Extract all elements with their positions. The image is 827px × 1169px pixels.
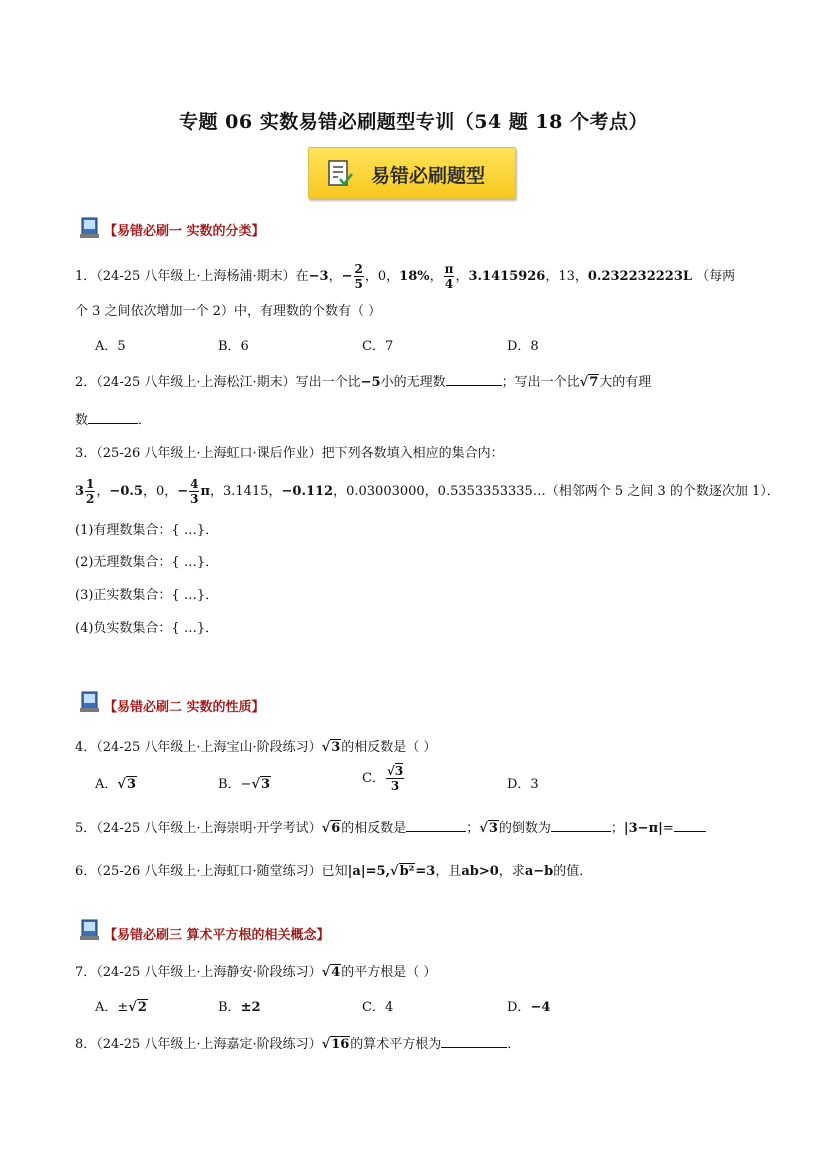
question-2 — [75, 371, 651, 390]
q2-line2 — [75, 409, 151, 428]
q1-pi-num: π — [444, 262, 454, 276]
book-icon — [77, 918, 101, 942]
q3-set-1: (1)有理数集合：{ …}． — [75, 523, 219, 538]
q7-a-sqrt: √2 — [128, 1000, 147, 1015]
q4-b-radicand: 3 — [261, 777, 271, 792]
q3-fraction — [189, 477, 199, 506]
q8-radicand: 16 — [331, 1037, 350, 1052]
q5-a: 5．（24-25 八年级上·上海崇明·开学考试） — [75, 821, 322, 836]
q2-end: ． — [138, 413, 152, 428]
q7-b-label: B． — [218, 1000, 241, 1015]
q1-pi-value: 3.1415926 — [468, 269, 546, 284]
q5-radicand1: 6 — [331, 821, 341, 836]
q5-d: 的倒数为 — [498, 821, 551, 836]
q6-radicand: b² — [399, 864, 415, 879]
q5-f: = — [662, 821, 674, 836]
q1-option-d: D．8 — [507, 339, 539, 354]
q2-d: 大的有理 — [599, 375, 652, 390]
q3-n6: ，0.03003000，0.5353353335…（相邻两个 5 之间 3 的个数逐次加 1）． — [333, 484, 780, 499]
q8-end: ． — [507, 1037, 521, 1052]
q4-a-radicand: 3 — [126, 777, 136, 792]
checklist-icon — [327, 159, 353, 188]
q7-b: 的平方根是（ ） — [341, 965, 437, 980]
q7-sqrt: √4 — [321, 965, 341, 980]
answer-blank — [88, 411, 138, 424]
q6-cond3: =3 — [415, 864, 436, 879]
q5-sqrt2: √3 — [479, 821, 498, 836]
q6-d: 的值． — [553, 864, 593, 879]
q4-a: 4．（24-25 八年级上·上海宝山·阶段练习） — [75, 740, 322, 755]
q5-c: ； — [466, 821, 480, 836]
book-icon — [77, 690, 101, 714]
q7-a: 7．（24-25 八年级上·上海静安·阶段练习） — [75, 965, 322, 980]
q3-frac-num: 4 — [190, 477, 199, 491]
topic-banner — [308, 147, 516, 199]
q4-option-b — [218, 773, 271, 792]
question-7 — [75, 961, 436, 980]
q6-c: ，求 — [498, 864, 525, 879]
section-heading-1: 【易错必刷一 实数的分类】 — [104, 224, 265, 239]
banner-label: 易错必刷题型 — [371, 165, 486, 187]
q3-mixed-den: 2 — [86, 492, 95, 506]
q4-b: 的相反数是（ ） — [341, 740, 437, 755]
q1-option-b: B．6 — [218, 339, 249, 354]
q4-c-label: C． — [362, 771, 385, 786]
q2-sqrt: √7 — [579, 375, 599, 390]
q6-cond4: ab>0 — [461, 864, 499, 879]
q6-cond2: =5, — [365, 864, 391, 879]
answer-blank — [674, 819, 706, 832]
q1-num: −3 — [308, 269, 329, 284]
question-5 — [75, 817, 706, 836]
q1-frac-sign: − — [341, 269, 353, 284]
q3-n3: ，0， — [142, 484, 178, 499]
book-icon — [77, 216, 101, 240]
q5-b: 的相反数是 — [341, 821, 407, 836]
q7-option-a — [95, 996, 148, 1015]
q4-a-label: A． — [95, 777, 118, 792]
q4-option-c — [362, 764, 405, 793]
q4-b-sqrt: √3 — [251, 777, 271, 792]
q3-mixed-num: 1 — [86, 477, 95, 491]
q4-option-a — [95, 773, 137, 792]
q4-c-fraction — [386, 764, 404, 793]
q1-lead: 1．（24-25 八年级上·上海杨浦·期末）在 — [75, 269, 309, 284]
q4-option-d: D．3 — [507, 777, 539, 792]
answer-blank — [406, 819, 466, 832]
q4-c-den: 3 — [390, 779, 400, 793]
q7-b-value: ±2 — [240, 1000, 261, 1015]
q7-option-d — [507, 996, 550, 1015]
q1-option-a: A．5 — [95, 339, 126, 354]
q1-pi-den: 4 — [444, 277, 454, 291]
q1-tail: （每两 — [696, 269, 736, 284]
q7-option-c: C．4 — [362, 1000, 394, 1015]
q1-fraction — [354, 262, 364, 291]
question-3: 3．（25-26 八年级上·上海虹口·课后作业）把下列各数填入相应的集合内： — [75, 446, 504, 461]
q7-radicand: 4 — [331, 965, 341, 980]
q6-sqrt: √b² — [390, 864, 415, 879]
q3-set-4: (4)负实数集合：{ …}． — [75, 621, 219, 636]
q3-mixed-frac — [85, 477, 95, 506]
q1-zero: ，0， — [364, 269, 400, 284]
q1-sep: ， — [328, 269, 342, 284]
q7-a-label: A．± — [95, 1000, 129, 1015]
q3-frac-sign: − — [177, 484, 189, 499]
q1-pi-fraction — [444, 262, 455, 291]
answer-blank — [446, 373, 502, 386]
q1-frac-den: 5 — [354, 277, 363, 291]
q5-e: ； — [610, 821, 624, 836]
q1-mid: ，13， — [545, 269, 588, 284]
q2-radicand: 7 — [589, 375, 599, 390]
section-heading-3: 【易错必刷三 算术平方根的相关概念】 — [104, 928, 330, 943]
q4-sqrt: √3 — [321, 740, 341, 755]
q6-cond: |a|=5,√b²=3 — [347, 864, 436, 879]
q1-frac-num: 2 — [354, 262, 363, 276]
q2-b: 小的无理数 — [380, 375, 446, 390]
q2-c: ；写出一个比 — [501, 375, 580, 390]
q3-n4: ，3.1415， — [210, 484, 282, 499]
q1-percent: 18% — [399, 269, 430, 284]
q5-sqrt1: √6 — [321, 821, 341, 836]
q7-d-label: D． — [507, 1000, 531, 1015]
answer-blank — [551, 819, 611, 832]
q7-a-radicand: 2 — [137, 1000, 147, 1015]
question-4 — [75, 736, 436, 755]
q3-n5: −0.112 — [281, 484, 334, 499]
q6-b: ，且 — [435, 864, 462, 879]
page-title: 专题 06 实数易错必刷题型专训（54 题 18 个考点） — [179, 111, 648, 133]
q7-option-b — [218, 996, 261, 1015]
q3-set-2: (2)无理数集合：{ …}． — [75, 555, 219, 570]
q3-n2: −0.5 — [109, 484, 143, 499]
q4-c-num: √3 — [386, 764, 404, 778]
q3-pi: π — [200, 484, 210, 499]
q3-frac-den: 3 — [190, 492, 199, 506]
q2-value: −5 — [360, 375, 381, 390]
q4-c-radicand: 3 — [394, 764, 404, 778]
q5-radicand2: 3 — [488, 821, 498, 836]
q6-a: 6．（25-26 八年级上·上海虹口·随堂练习）已知 — [75, 864, 348, 879]
q5-abs-expr: 3−π — [628, 821, 659, 836]
q4-a-sqrt: √3 — [117, 777, 136, 792]
q1-repeating: 0.232232223L — [587, 269, 693, 284]
q3-mixed-int: 3 — [75, 484, 85, 499]
question-1: 1．（24-25 八年级上·上海杨浦·期末）在−3，− $\frac{2}{5}$ ，0，18%， $\frac{\pi}{4}$ ，3.1415926，13，0.232232223L （每两 — [75, 262, 736, 291]
q7-d-value: −4 — [530, 1000, 551, 1015]
question-6 — [75, 860, 592, 879]
section-heading-2: 【易错必刷二 实数的性质】 — [104, 700, 265, 715]
question-8 — [75, 1033, 520, 1052]
q8-sqrt: √16 — [321, 1037, 350, 1052]
q1-line2: 个 3 之间依次增加一个 2）中，有理数的个数有（ ） — [75, 304, 382, 319]
answer-blank — [441, 1035, 507, 1048]
q5-abs: |3−π| — [623, 821, 663, 836]
q6-expr: a−b — [524, 864, 554, 879]
q1-option-c: C．7 — [362, 339, 394, 354]
q2-line2-text: 数 — [75, 413, 89, 428]
q8-b: 的算术平方根为 — [350, 1037, 442, 1052]
q3-numbers: 3 $\frac{1}{2}$ ，−0.5，0，− $\frac{4}{3}$ π，3.1415，−0.112，0.03003000，0.5353353335…（相邻两个 5 之间 3 的个数逐次加 1）． — [75, 477, 780, 506]
q4-radicand: 3 — [331, 740, 341, 755]
q2-a: 2．（24-25 八年级上·上海松江·期末）写出一个比 — [75, 375, 361, 390]
q8-a: 8．（24-25 八年级上·上海嘉定·阶段练习） — [75, 1037, 322, 1052]
q3-set-3: (3)正实数集合：{ …}． — [75, 588, 219, 603]
q6-cond1: a — [352, 864, 361, 879]
q4-b-label: B．− — [218, 777, 252, 792]
